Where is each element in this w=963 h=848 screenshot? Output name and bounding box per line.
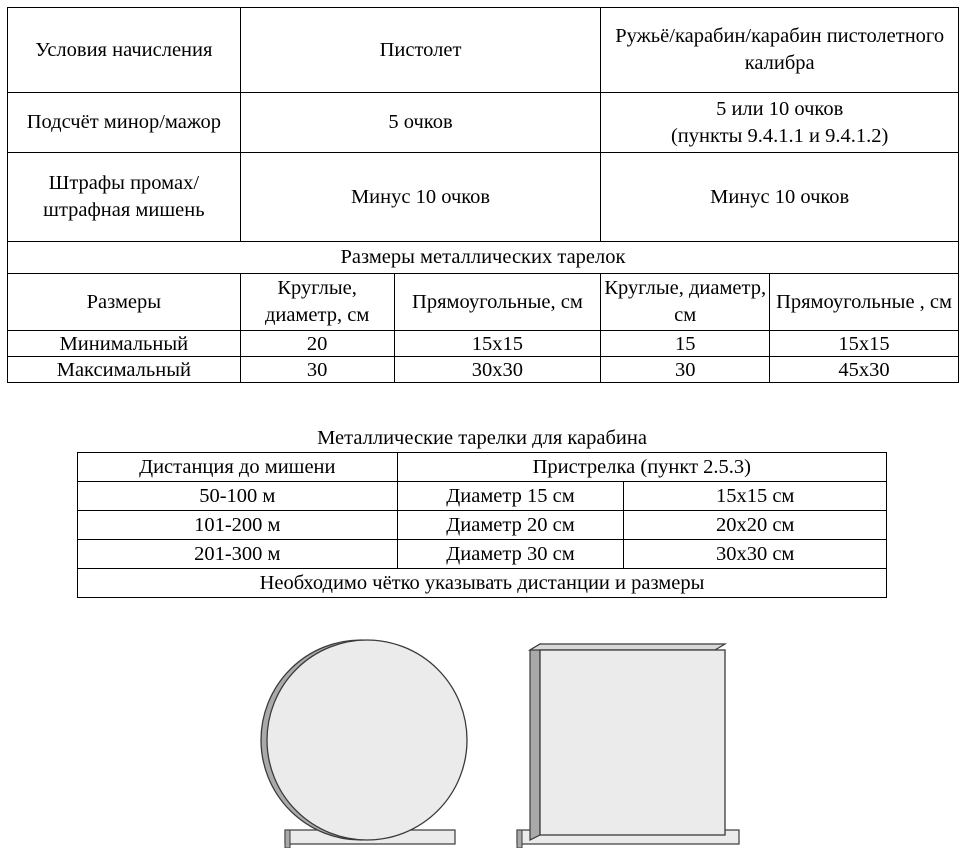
table-cell: Максимальный — [8, 357, 241, 383]
column-header: Круглые, диаметр, см — [240, 274, 394, 331]
table-row — [78, 482, 887, 511]
column-header: Дистанция до мишени — [78, 453, 398, 482]
column-header: Круглые, диаметр, см — [601, 274, 770, 331]
table-cell: 101-200 м — [78, 511, 398, 540]
table-cell: Диаметр 30 см — [397, 540, 624, 569]
table-cell: 5 очков — [240, 93, 601, 153]
column-header: Пристрелка (пункт 2.5.3) — [397, 453, 886, 482]
table-cell — [601, 93, 959, 153]
table-cell: 30 — [240, 357, 394, 383]
column-header: Прямоугольные , см — [770, 274, 959, 331]
cell-line: (пункты 9.4.1.1 и 9.4.1.2) — [670, 124, 889, 147]
table-cell: Диаметр 20 см — [397, 511, 624, 540]
table-row — [78, 453, 887, 482]
table-cell: 15х15 см — [624, 482, 887, 511]
table-cell: Ружьё/карабин/карабин пистолетного калибра — [601, 8, 959, 93]
table-cell: Минус 10 очков — [601, 153, 959, 242]
column-header: Размеры — [8, 274, 241, 331]
section-heading: Размеры металлических тарелок — [8, 242, 959, 274]
table-cell: 45х30 — [770, 357, 959, 383]
table-cell: Минус 10 очков — [240, 153, 601, 242]
table-row — [8, 93, 959, 153]
table-row — [8, 153, 959, 242]
table-row — [78, 511, 887, 540]
table-cell: 15х15 — [770, 331, 959, 357]
table-cell: 30х30 см — [624, 540, 887, 569]
table-row — [8, 8, 959, 93]
cell-line: 5 или 10 очков — [716, 97, 844, 120]
rifle-plates-table — [77, 452, 887, 598]
table-cell: 201-300 м — [78, 540, 398, 569]
table-row — [8, 357, 959, 383]
table-row — [8, 274, 959, 331]
table-cell: 15 — [601, 331, 770, 357]
table-cell: Пистолет — [240, 8, 601, 93]
table-footer-note: Необходимо чётко указывать дистанции и размеры — [78, 569, 887, 598]
plates-illustration — [255, 628, 755, 848]
table-cell: Штрафы промах/штрафная мишень — [8, 153, 241, 242]
table-cell: Подсчёт минор/мажор — [8, 93, 241, 153]
square-plate-icon — [517, 644, 739, 848]
table-cell: 50-100 м — [78, 482, 398, 511]
table-row — [78, 569, 887, 598]
table-row — [8, 242, 959, 274]
scoring-table — [7, 7, 959, 383]
table-cell: Минимальный — [8, 331, 241, 357]
table-cell: 15х15 — [394, 331, 601, 357]
column-header: Прямоугольные, см — [394, 274, 601, 331]
table-row — [78, 540, 887, 569]
table-cell: 30 — [601, 357, 770, 383]
table-cell: Условия начисления — [8, 8, 241, 93]
round-plate-icon — [261, 640, 467, 848]
table-cell: Диаметр 15 см — [397, 482, 624, 511]
table-cell: 30х30 — [394, 357, 601, 383]
table-cell: 20х20 см — [624, 511, 887, 540]
table-cell: 20 — [240, 331, 394, 357]
table-row — [8, 331, 959, 357]
table-caption: Металлические тарелки для карабина — [317, 427, 647, 449]
